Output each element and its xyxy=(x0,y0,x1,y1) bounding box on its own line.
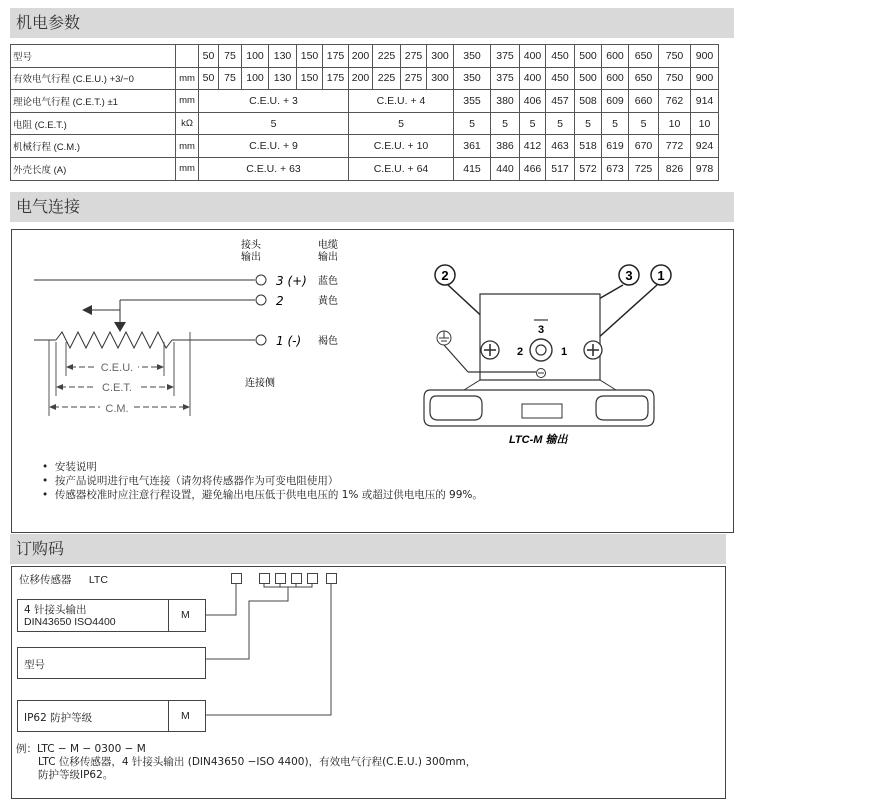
connector-body xyxy=(480,294,600,380)
row-label: 机械行程 (C.M.) xyxy=(11,135,176,158)
section-title: 电气连接 xyxy=(16,197,81,216)
merged-cell: C.E.U. + 3 xyxy=(199,90,349,113)
code-square-3 xyxy=(275,573,286,584)
pin-2-color: 黄色 xyxy=(318,296,338,307)
product-label xyxy=(19,572,108,587)
value-cell: 619 xyxy=(602,135,629,158)
table-row xyxy=(11,157,719,180)
inner-label-2: 2 xyxy=(517,346,524,358)
row-unit: mm xyxy=(176,157,199,180)
section-header-wiring xyxy=(10,192,734,222)
value-cell: 361 xyxy=(454,135,491,158)
merged-cell: C.E.U. + 63 xyxy=(199,157,349,180)
connector-edge xyxy=(464,380,480,390)
terminal-1-icon xyxy=(256,335,266,345)
model-cell: 225 xyxy=(373,45,401,68)
box-connector-line1: 4 针接头输出 xyxy=(24,604,87,616)
terminal-2-icon xyxy=(256,295,266,305)
value-cell: 457 xyxy=(546,90,575,113)
resistor-zigzag xyxy=(56,332,172,348)
value-cell: 10 xyxy=(691,112,719,135)
connector-output-label-1: 接头 xyxy=(241,240,261,251)
value-cell: 5 xyxy=(454,112,491,135)
order-example xyxy=(16,743,476,782)
connection-side-label: 连接侧 xyxy=(245,378,275,389)
model-cell: 275 xyxy=(401,45,427,68)
table-row xyxy=(11,45,719,68)
code-square-1 xyxy=(231,573,242,584)
parameters-table xyxy=(10,44,719,181)
value-cell: 275 xyxy=(401,67,427,90)
section-header-params xyxy=(10,8,734,38)
model-cell: 100 xyxy=(242,45,269,68)
box-connector-code: M xyxy=(181,609,190,621)
value-cell: 5 xyxy=(546,112,575,135)
value-cell: 200 xyxy=(349,67,373,90)
order-box-model xyxy=(17,647,206,679)
connector-caption: LTC-M 输出 xyxy=(509,434,568,446)
value-cell: 518 xyxy=(575,135,602,158)
row-unit: mm xyxy=(176,135,199,158)
note-item: • 传感器校准时应注意行程设置，避免输出电压低于供电电压的 1% 或超过供电电压的 99%。 xyxy=(42,489,483,501)
model-cell: 75 xyxy=(219,45,242,68)
dim-cm-label: C.M. xyxy=(105,403,129,415)
pin-3-label: 3 (+) xyxy=(276,274,307,288)
value-cell: 826 xyxy=(659,157,691,180)
row-label: 外壳长度 (A) xyxy=(11,157,176,180)
cable-output-label-1: 电缆 xyxy=(318,240,338,251)
pin-1-color: 褐色 xyxy=(318,336,338,347)
row-unit: mm xyxy=(176,90,199,113)
cable-output-label-2: 输出 xyxy=(318,252,338,263)
value-cell: 978 xyxy=(691,157,719,180)
value-cell: 175 xyxy=(323,67,349,90)
model-cell: 150 xyxy=(297,45,323,68)
section-title: 订购码 xyxy=(16,539,65,558)
value-cell: 100 xyxy=(242,67,269,90)
model-cell: 200 xyxy=(349,45,373,68)
code-square-2 xyxy=(259,573,270,584)
value-cell: 463 xyxy=(546,135,575,158)
connector-output-label-2: 输出 xyxy=(241,252,261,263)
value-cell: 609 xyxy=(602,90,629,113)
row-label: 有效电气行程 (C.E.U.) +3/−0 xyxy=(11,67,176,90)
value-cell: 508 xyxy=(575,90,602,113)
table-row xyxy=(11,112,719,135)
example-line-2: LTC 位移传感器，4 针接头输出 (DIN43650 −ISO 4400)，有效电气行程(C.E.U.) 300mm， xyxy=(38,756,477,768)
callout-2-label: 2 xyxy=(441,268,449,283)
example-line-3: 防护等级IP62。 xyxy=(38,769,114,781)
value-cell: 914 xyxy=(691,90,719,113)
code-square-4 xyxy=(291,573,302,584)
value-cell: 386 xyxy=(491,135,520,158)
value-cell: 440 xyxy=(491,157,520,180)
value-cell: 50 xyxy=(199,67,219,90)
terminal-3-icon xyxy=(256,275,266,285)
value-cell: 300 xyxy=(427,67,454,90)
value-cell: 450 xyxy=(546,67,575,90)
order-box-connector xyxy=(17,599,206,632)
section-header-order xyxy=(10,534,726,564)
travel-arrow-icon xyxy=(82,305,92,315)
callout-3-label: 3 xyxy=(625,268,633,283)
value-cell: 75 xyxy=(219,67,242,90)
example-line-1: 例：LTC − M − 0300 − M xyxy=(16,743,146,755)
pin-2-label: 2 xyxy=(276,294,284,308)
connector-drawing xyxy=(424,265,671,426)
merged-cell: C.E.U. + 64 xyxy=(349,157,454,180)
value-cell: 762 xyxy=(659,90,691,113)
code-square-6 xyxy=(326,573,337,584)
model-cell: 350 xyxy=(454,45,491,68)
connector-tab xyxy=(522,404,562,418)
model-cell: 450 xyxy=(546,45,575,68)
code-square-5 xyxy=(307,573,318,584)
value-cell: 225 xyxy=(373,67,401,90)
merged-cell: C.E.U. + 9 xyxy=(199,135,349,158)
value-cell: 660 xyxy=(629,90,659,113)
box-model-label: 型号 xyxy=(24,659,45,671)
section-title: 机电参数 xyxy=(16,13,81,32)
value-cell: 725 xyxy=(629,157,659,180)
note-text: 安装说明 xyxy=(54,461,97,473)
value-cell: 466 xyxy=(520,157,546,180)
value-cell: 380 xyxy=(491,90,520,113)
pin-1-label: 1 (-) xyxy=(276,334,302,348)
row-unit xyxy=(176,45,199,68)
value-cell: 5 xyxy=(575,112,602,135)
value-cell: 670 xyxy=(629,135,659,158)
table-row xyxy=(11,135,719,158)
value-cell: 750 xyxy=(659,67,691,90)
row-label: 电阻 (C.E.T.) xyxy=(11,112,176,135)
row-unit: mm xyxy=(176,67,199,90)
ground-leader xyxy=(444,345,468,372)
value-cell: 924 xyxy=(691,135,719,158)
note-item: • 按产品说明进行电气连接（请勿将传感器作为可变电阻使用） xyxy=(42,475,339,487)
row-label: 型号 xyxy=(11,45,176,68)
value-cell: 350 xyxy=(454,67,491,90)
note-text: 按产品说明进行电气连接（请勿将传感器作为可变电阻使用） xyxy=(54,475,339,487)
connector-edge xyxy=(600,380,616,390)
value-cell: 375 xyxy=(491,67,520,90)
model-cell: 375 xyxy=(491,45,520,68)
pin-3-color: 蓝色 xyxy=(318,276,338,287)
order-box-protection xyxy=(17,700,206,732)
value-cell: 5 xyxy=(491,112,520,135)
row-unit: kΩ xyxy=(176,112,199,135)
merged-cell: 5 xyxy=(199,112,349,135)
wiring-panel xyxy=(11,229,734,533)
table-row xyxy=(11,90,719,113)
inner-label-3: 3 xyxy=(537,324,545,336)
box-protection-label: IP62 防护等级 xyxy=(24,712,93,724)
table-row xyxy=(11,67,719,90)
value-cell: 5 xyxy=(602,112,629,135)
model-cell: 50 xyxy=(199,45,219,68)
value-cell: 772 xyxy=(659,135,691,158)
value-cell: 900 xyxy=(691,67,719,90)
value-cell: 650 xyxy=(629,67,659,90)
callout-1-label: 1 xyxy=(657,268,665,283)
note-text: 传感器校准时应注意行程设置，避免输出电压低于供电电压的 1% 或超过供电电压的 99%。 xyxy=(54,489,483,501)
model-cell: 650 xyxy=(629,45,659,68)
value-cell: 5 xyxy=(629,112,659,135)
value-cell: 150 xyxy=(297,67,323,90)
value-cell: 400 xyxy=(520,67,546,90)
order-panel xyxy=(11,566,726,799)
value-cell: 673 xyxy=(602,157,629,180)
merged-cell: C.E.U. + 4 xyxy=(349,90,454,113)
model-cell: 175 xyxy=(323,45,349,68)
wiper-arrow-icon xyxy=(114,322,126,332)
merged-cell: 5 xyxy=(349,112,454,135)
value-cell: 500 xyxy=(575,67,602,90)
model-cell: 400 xyxy=(520,45,546,68)
model-cell: 750 xyxy=(659,45,691,68)
value-cell: 5 xyxy=(520,112,546,135)
note-item: • 安装说明 xyxy=(42,461,97,473)
model-cell: 500 xyxy=(575,45,602,68)
value-cell: 130 xyxy=(269,67,297,90)
value-cell: 355 xyxy=(454,90,491,113)
box-connector-line2: DIN43650 ISO4400 xyxy=(24,616,116,628)
value-cell: 517 xyxy=(546,157,575,180)
model-cell: 600 xyxy=(602,45,629,68)
product-code: LTC xyxy=(88,574,108,586)
dim-ceu-label: C.E.U. xyxy=(100,362,134,374)
value-cell: 10 xyxy=(659,112,691,135)
value-cell: 572 xyxy=(575,157,602,180)
product-name: 位移传感器 xyxy=(19,574,72,586)
model-cell: 300 xyxy=(427,45,454,68)
value-cell: 412 xyxy=(520,135,546,158)
value-cell: 415 xyxy=(454,157,491,180)
model-cell: 130 xyxy=(269,45,297,68)
row-label: 理论电气行程 (C.E.T.) ±1 xyxy=(11,90,176,113)
value-cell: 406 xyxy=(520,90,546,113)
inner-label-1: 1 xyxy=(561,346,568,358)
box-protection-code: M xyxy=(181,710,190,722)
dim-cet-label: C.E.T. xyxy=(102,382,132,394)
value-cell: 600 xyxy=(602,67,629,90)
model-cell: 900 xyxy=(691,45,719,68)
merged-cell: C.E.U. + 10 xyxy=(349,135,454,158)
